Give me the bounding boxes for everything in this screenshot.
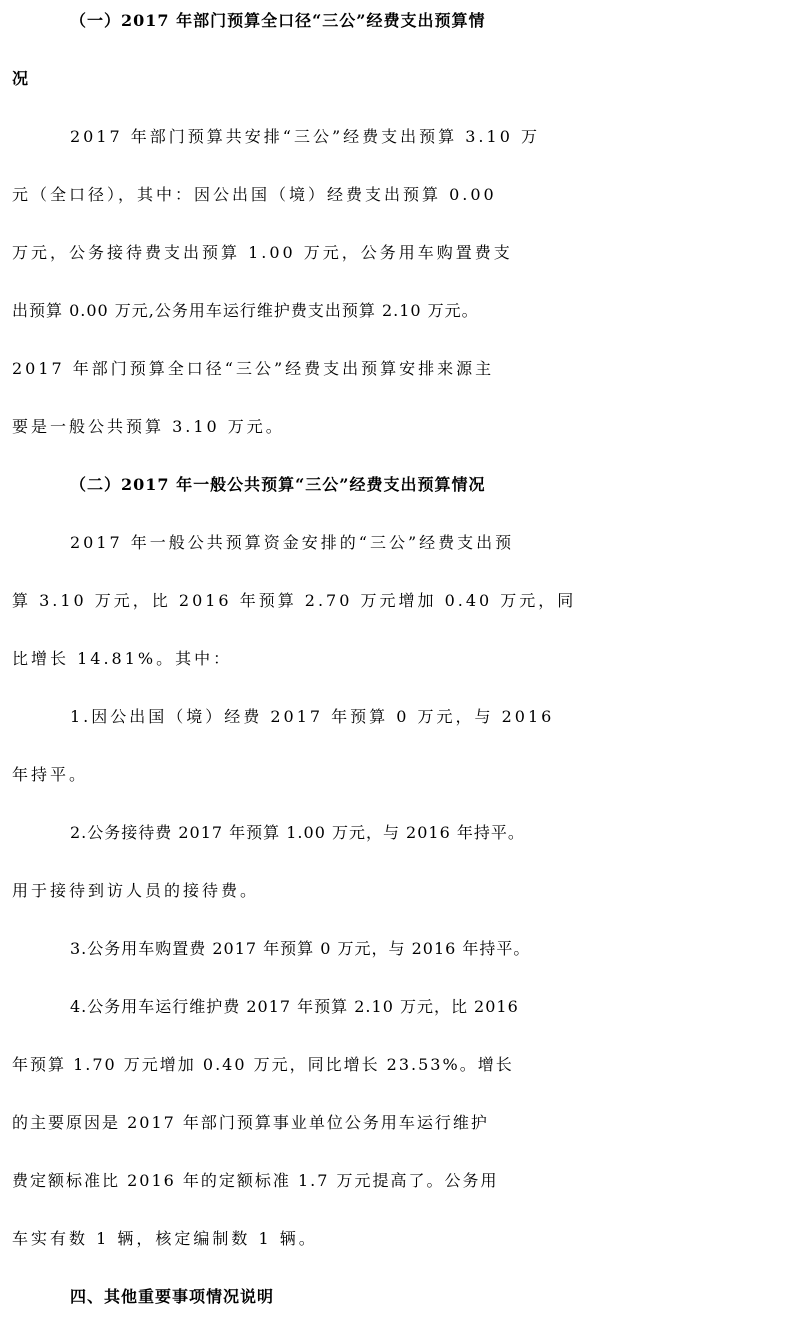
section-1-heading-line-1: （一）2017 年部门预算全口径“三公”经费支出预算情 [70, 11, 486, 30]
item-4-line: 车实有数 1 辆，核定编制数 1 辆。 [12, 1229, 318, 1248]
item-1-line: 1.因公出国（境）经费 2017 年预算 0 万元，与 2016 [70, 707, 555, 726]
section-1-paragraph-line: 2017 年部门预算共安排“三公”经费支出预算 3.10 万 [70, 127, 540, 146]
item-4-line: 年预算 1.70 万元增加 0.40 万元，同比增长 23.53%。增长 [12, 1055, 514, 1074]
item-1-line: 年持平。 [12, 765, 89, 784]
section-1-paragraph-line: 出预算 0.00 万元,公务用车运行维护费支出预算 2.10 万元。 [12, 301, 479, 320]
section-2-intro-line: 2017 年一般公共预算资金安排的“三公”经费支出预 [70, 533, 515, 552]
section-1-heading-line-2: 况 [12, 69, 30, 88]
section-1-paragraph-line: 2017 年部门预算全口径“三公”经费支出预算安排来源主 [12, 359, 495, 378]
item-2-line: 用于接待到访人员的接待费。 [12, 881, 260, 900]
item-3-line: 3.公务用车购置费 2017 年预算 0 万元，与 2016 年持平。 [70, 939, 531, 958]
section-1-paragraph-line: 元（全口径），其中：因公出国（境）经费支出预算 0.00 [12, 185, 497, 204]
section-2-heading: （二）2017 年一般公共预算“三公”经费支出预算情况 [70, 475, 486, 494]
item-4-line: 费定额标准比 2016 年的定额标准 1.7 万元提高了。公务用 [12, 1171, 499, 1190]
item-2-line: 2.公务接待费 2017 年预算 1.00 万元，与 2016 年持平。 [70, 823, 525, 842]
item-4-line: 的主要原因是 2017 年部门预算事业单位公务用车运行维护 [12, 1113, 489, 1132]
section-4-heading: 四、其他重要事项情况说明 [70, 1287, 275, 1306]
item-4-line: 4.公务用车运行维护费 2017 年预算 2.10 万元，比 2016 [70, 997, 519, 1016]
section-1-paragraph-line: 要是一般公共预算 3.10 万元。 [12, 417, 285, 436]
section-1-paragraph-line: 万元，公务接待费支出预算 1.00 万元，公务用车购置费支 [12, 243, 513, 262]
section-2-intro-line: 算 3.10 万元，比 2016 年预算 2.70 万元增加 0.40 万元，同 [12, 591, 577, 610]
section-2-intro-line: 比增长 14.81%。其中： [12, 649, 233, 668]
